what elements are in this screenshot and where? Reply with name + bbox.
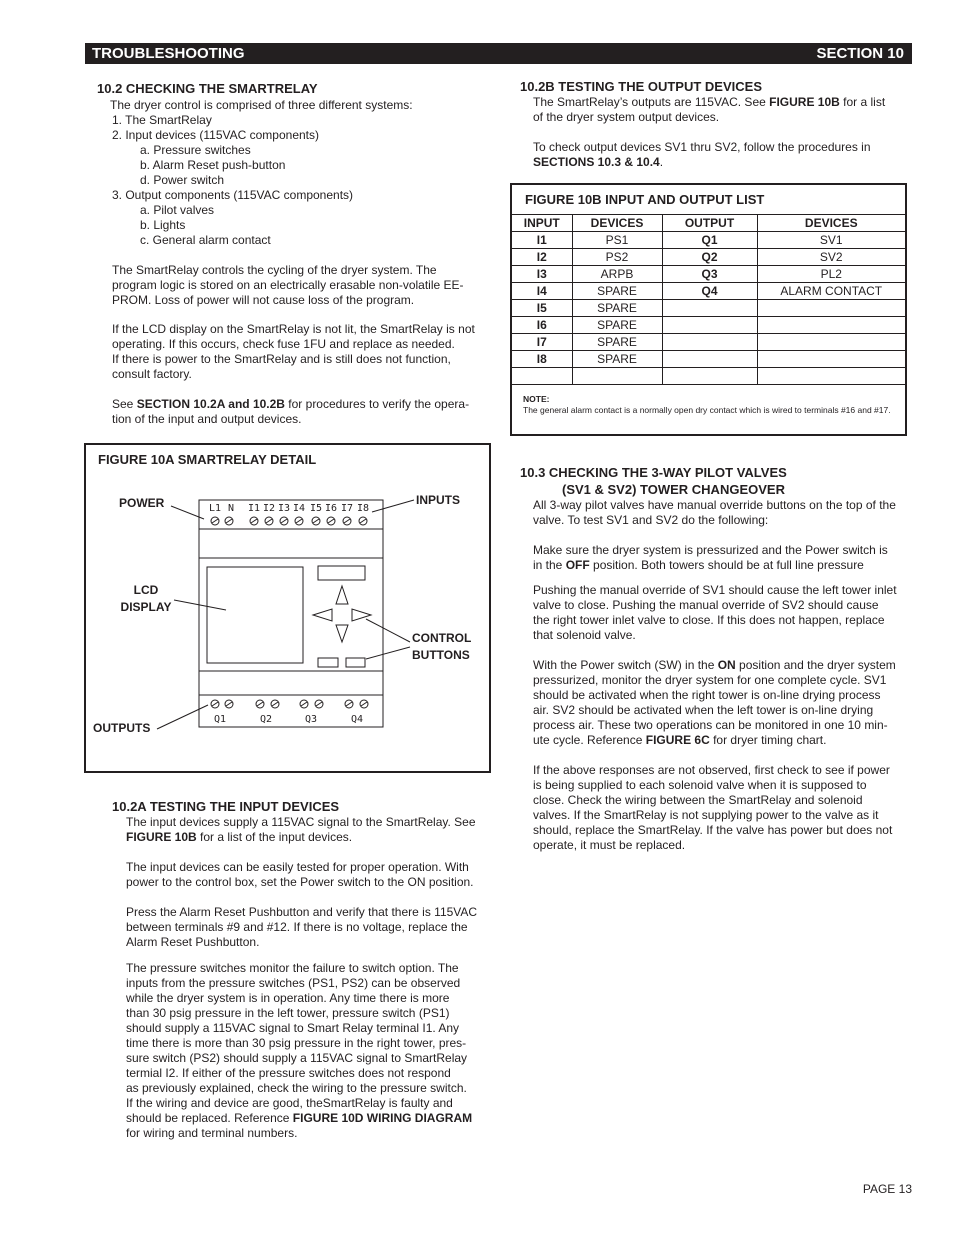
table-cell: SPARE <box>572 283 662 300</box>
text-line: valve. To test SV1 and SV2 do the following: <box>533 513 769 527</box>
terminal-label: I5 <box>309 503 323 514</box>
table-cell: I7 <box>512 334 572 351</box>
text-line: Pushing the manual override of SV1 should cause the left tower inlet <box>533 583 897 597</box>
text-line: as previously explained, check the wiring to the pressure switch. <box>126 1081 467 1095</box>
terminal-label: I7 <box>340 503 354 514</box>
paragraph <box>126 905 501 950</box>
text-line: If the LCD display on the SmartRelay is not lit, the SmartRelay is not <box>112 322 475 336</box>
table-cell <box>757 334 905 351</box>
figure-reference: FIGURE 10D WIRING DIAGRAM <box>292 1111 473 1125</box>
text: position. Both towers should be at full line pressure <box>589 558 864 572</box>
table-row <box>512 317 905 334</box>
list-item: 1. The SmartRelay <box>112 113 212 127</box>
table-cell: I3 <box>512 266 572 283</box>
text: for dryer timing chart. <box>709 733 827 747</box>
list-item: c. General alarm contact <box>140 233 271 247</box>
note-title: NOTE: <box>523 394 550 404</box>
list-item: d. Power switch <box>140 173 225 187</box>
text-line: that solenoid valve. <box>533 628 636 642</box>
note-text: The general alarm contact is a normally open dry contact which is wired to terminals #16 and #17. <box>523 405 891 415</box>
text-line: PROM. Loss of power will not cause loss of the program. <box>112 293 415 307</box>
table-cell: PS1 <box>572 232 662 249</box>
table-note <box>523 394 898 416</box>
switch-state: ON <box>717 658 736 672</box>
table-cell: SV1 <box>757 232 905 249</box>
terminal-label: I2 <box>262 503 276 514</box>
text-line: The input devices can be easily tested for proper operation. With <box>126 860 469 874</box>
io-table <box>512 214 905 385</box>
table-cell <box>757 368 905 385</box>
table-cell <box>512 368 572 385</box>
header-title: TROUBLESHOOTING <box>92 45 245 62</box>
text-line: should supply a 115VAC signal to Smart Relay terminal I1. Any <box>126 1021 460 1035</box>
text-line: of the dryer system output devices. <box>533 110 720 124</box>
terminal-label: I1 <box>247 503 261 514</box>
paragraph <box>126 961 501 1141</box>
output-terminal-label: Q4 <box>350 714 364 725</box>
output-terminal-label: Q3 <box>304 714 318 725</box>
section-header-bar <box>85 43 912 64</box>
output-terminals <box>211 700 368 708</box>
table-row <box>512 266 905 283</box>
text-line: time there is more than 30 psig pressure in the right tower, pres- <box>126 1036 467 1050</box>
paragraph <box>533 763 913 853</box>
terminal-label: I8 <box>356 503 370 514</box>
outputs-label: OUTPUTS <box>93 721 151 735</box>
table-cell: PS2 <box>572 249 662 266</box>
output-terminal-label: Q2 <box>259 714 273 725</box>
table-cell <box>662 334 757 351</box>
text-line: If there is power to the SmartRelay and is still does not function, <box>112 352 451 366</box>
paragraph <box>533 498 913 528</box>
table-cell <box>757 300 905 317</box>
text-line: close. Check the wiring between the SmartRelay and solenoid <box>533 793 863 807</box>
text-line: should, replace the SmartRelay. If the valve has power but does not <box>533 823 893 837</box>
header-section: SECTION 10 <box>816 45 904 62</box>
text-line: All 3-way pilot valves have manual override buttons on the top of the <box>533 498 896 512</box>
arrow-up-icon <box>336 586 348 604</box>
terminal-label: I4 <box>292 503 306 514</box>
table-cell <box>757 317 905 334</box>
intro-text: The dryer control is comprised of three different systems: <box>110 98 413 112</box>
text: for procedures to verify the opera- <box>284 397 470 411</box>
text-line: Make sure the dryer system is pressurized and the Power switch is <box>533 543 888 557</box>
control-label-line2: BUTTONS <box>412 648 470 662</box>
table-row <box>512 232 905 249</box>
paragraph <box>533 543 913 573</box>
text-line: while the dryer system is in operation. Any time there is more <box>126 991 450 1005</box>
paragraph <box>126 860 501 890</box>
list-item: a. Pressure switches <box>140 143 251 157</box>
output-terminal-label: Q1 <box>213 714 227 725</box>
table-row <box>512 300 905 317</box>
table-cell: SPARE <box>572 300 662 317</box>
relay-body <box>199 500 383 727</box>
list-item: 3. Output components (115VAC components) <box>112 188 354 202</box>
text-line: If the wiring and device are good, theSmartRelay is faulty and <box>126 1096 453 1110</box>
header-cell: DEVICES <box>757 215 905 232</box>
text-line: The input devices supply a 115VAC signal to the SmartRelay. See <box>126 815 476 829</box>
paragraph <box>112 397 502 427</box>
table-cell <box>662 351 757 368</box>
figure-10b-box <box>510 183 907 436</box>
text-line: valves. If the SmartRelay is not supplying power to the valve as it <box>533 808 879 822</box>
table-row <box>512 351 905 368</box>
list-item: 2. Input devices (115VAC components) <box>112 128 319 142</box>
header-cell: INPUT <box>512 215 572 232</box>
table-cell: Q4 <box>662 283 757 300</box>
text: for a list <box>839 95 886 109</box>
table-cell: I2 <box>512 249 572 266</box>
lcd-label-line1: LCD <box>133 583 159 597</box>
arrow-right-icon <box>352 609 371 621</box>
table-row <box>512 368 905 385</box>
terminal-label: L1 <box>208 503 222 514</box>
text-line: operate, it must be replaced. <box>533 838 686 852</box>
table-cell: Q3 <box>662 266 757 283</box>
page-number: PAGE 13 <box>862 1182 912 1196</box>
inputs-label: INPUTS <box>416 493 461 507</box>
text: With the Power switch (SW) in the <box>533 658 718 672</box>
list-item: a. Pilot valves <box>140 203 215 217</box>
table-cell: I1 <box>512 232 572 249</box>
text-line: should be activated when the right tower is on-line drying process <box>533 688 881 702</box>
text: The SmartRelay’s outputs are 115VAC. See <box>533 95 770 109</box>
text-line: inputs from the pressure switches (PS1, PS2) can be observed <box>126 976 461 990</box>
text-line: the right tower inlet valve to close. If this does not happen, replace <box>533 613 885 627</box>
section-10-2-body <box>110 98 500 248</box>
table-cell <box>662 317 757 334</box>
table-cell: SPARE <box>572 317 662 334</box>
text-line: Alarm Reset Pushbutton. <box>126 935 260 949</box>
lcd-screen <box>207 567 303 663</box>
text-line: Press the Alarm Reset Pushbutton and verify that there is 115VAC <box>126 905 478 919</box>
text: . <box>659 155 664 169</box>
heading-10-2: 10.2 CHECKING THE SMARTRELAY <box>97 81 318 96</box>
arrow-left-icon <box>313 609 332 621</box>
control-label-line1: CONTROL <box>412 631 472 645</box>
paragraph <box>112 322 502 382</box>
header-cell: DEVICES <box>572 215 662 232</box>
heading-10-2b: 10.2B TESTING THE OUTPUT DEVICES <box>520 79 762 94</box>
section-reference: SECTIONS 10.3 & 10.4 <box>533 155 660 169</box>
table-cell: SPARE <box>572 334 662 351</box>
text-line: valve to close. Pushing the manual override of SV2 should cause <box>533 598 879 612</box>
table-cell: I8 <box>512 351 572 368</box>
switch-state: OFF <box>565 558 590 572</box>
paragraph <box>533 95 913 125</box>
table-cell: PL2 <box>757 266 905 283</box>
table-cell: Q1 <box>662 232 757 249</box>
text-line: termial I2. If either of the pressure switches does not respond <box>126 1066 451 1080</box>
text: should be replaced. Reference <box>126 1111 293 1125</box>
text-line: tion of the input and output devices. <box>112 412 302 426</box>
figure-reference: FIGURE 10B <box>126 830 197 844</box>
smartrelay-diagram <box>86 445 489 771</box>
text-line: To check output devices SV1 thru SV2, follow the procedures in <box>533 140 871 154</box>
text-line: pressurized, monitor the dryer system for one complete cycle. SV1 <box>533 673 887 687</box>
paragraph <box>533 658 913 748</box>
list-item: b. Lights <box>140 218 186 232</box>
table-cell <box>662 300 757 317</box>
list-item: b. Alarm Reset push-button <box>140 158 286 172</box>
figure-10a-box <box>84 443 491 773</box>
text-line: operating. If this occurs, check fuse 1FU and replace as needed. <box>112 337 455 351</box>
table-cell <box>572 368 662 385</box>
terminal-label: I6 <box>324 503 338 514</box>
table-row <box>512 283 905 300</box>
heading-10-3-sub: (SV1 & SV2) TOWER CHANGEOVER <box>562 482 785 497</box>
text-line: process air. These two operations can be monitored in one 10 min- <box>533 718 888 732</box>
table-cell: SPARE <box>572 351 662 368</box>
text-line: program logic is stored on an electrically erasable non-volatile EE- <box>112 278 464 292</box>
table-cell: I4 <box>512 283 572 300</box>
text-line: between terminals #9 and #12. If there is no voltage, replace the <box>126 920 468 934</box>
table-cell: ARPB <box>572 266 662 283</box>
heading-10-2a: 10.2A TESTING THE INPUT DEVICES <box>112 799 340 814</box>
power-label: POWER <box>119 496 165 510</box>
status-window <box>318 566 365 580</box>
paragraph <box>533 140 913 170</box>
arrow-down-icon <box>336 625 348 642</box>
table-cell: ALARM CONTACT <box>757 283 905 300</box>
terminal-label: N <box>227 503 235 514</box>
text-line: If the above responses are not observed, first check to see if power <box>533 763 890 777</box>
figure-reference: FIGURE 6C <box>645 733 710 747</box>
table-cell: I5 <box>512 300 572 317</box>
table-cell <box>757 351 905 368</box>
text-line: power to the control box, set the Power switch to the ON position. <box>126 875 474 889</box>
figure-10b-title: FIGURE 10B INPUT AND OUTPUT LIST <box>525 192 765 207</box>
text: ute cycle. Reference <box>533 733 646 747</box>
text-line: The pressure switches monitor the failure to switch option. The <box>126 961 459 975</box>
text-line: sure switch (PS2) should supply a 115VAC signal to SmartRelay <box>126 1051 468 1065</box>
figure-reference: FIGURE 10B <box>769 95 840 109</box>
text-line: air. SV2 should be activated when the left tower is on-line drying <box>533 703 874 717</box>
heading-10-3: 10.3 CHECKING THE 3-WAY PILOT VALVES <box>520 465 787 480</box>
paragraph <box>533 583 913 643</box>
lcd-label-line2: DISPLAY <box>120 600 172 614</box>
table-cell: Q2 <box>662 249 757 266</box>
terminal-label: I3 <box>277 503 291 514</box>
text: position and the dryer system <box>735 658 896 672</box>
text-line: for wiring and terminal numbers. <box>126 1126 298 1140</box>
text: See <box>112 397 137 411</box>
text-line: than 30 psig pressure in the left tower, pressure switch (PS1) <box>126 1006 450 1020</box>
button-esc <box>318 658 338 667</box>
figure-10a-title: FIGURE 10A SMARTRELAY DETAIL <box>98 452 317 467</box>
text-line: consult factory. <box>112 367 192 381</box>
text: in the <box>533 558 566 572</box>
table-cell <box>662 368 757 385</box>
paragraph <box>112 263 502 308</box>
table-header-row <box>512 215 905 232</box>
table-row <box>512 334 905 351</box>
table-cell: I6 <box>512 317 572 334</box>
table-row <box>512 249 905 266</box>
input-terminals <box>211 517 367 525</box>
section-reference: SECTION 10.2A and 10.2B <box>136 397 285 411</box>
text: for a list of the input devices. <box>196 830 353 844</box>
text-line: The SmartRelay controls the cycling of the dryer system. The <box>112 263 437 277</box>
header-cell: OUTPUT <box>662 215 757 232</box>
table-cell: SV2 <box>757 249 905 266</box>
button-ok <box>346 658 365 667</box>
text-line: is being supplied to each solenoid valve when it is supposed to <box>533 778 867 792</box>
paragraph <box>126 815 501 845</box>
